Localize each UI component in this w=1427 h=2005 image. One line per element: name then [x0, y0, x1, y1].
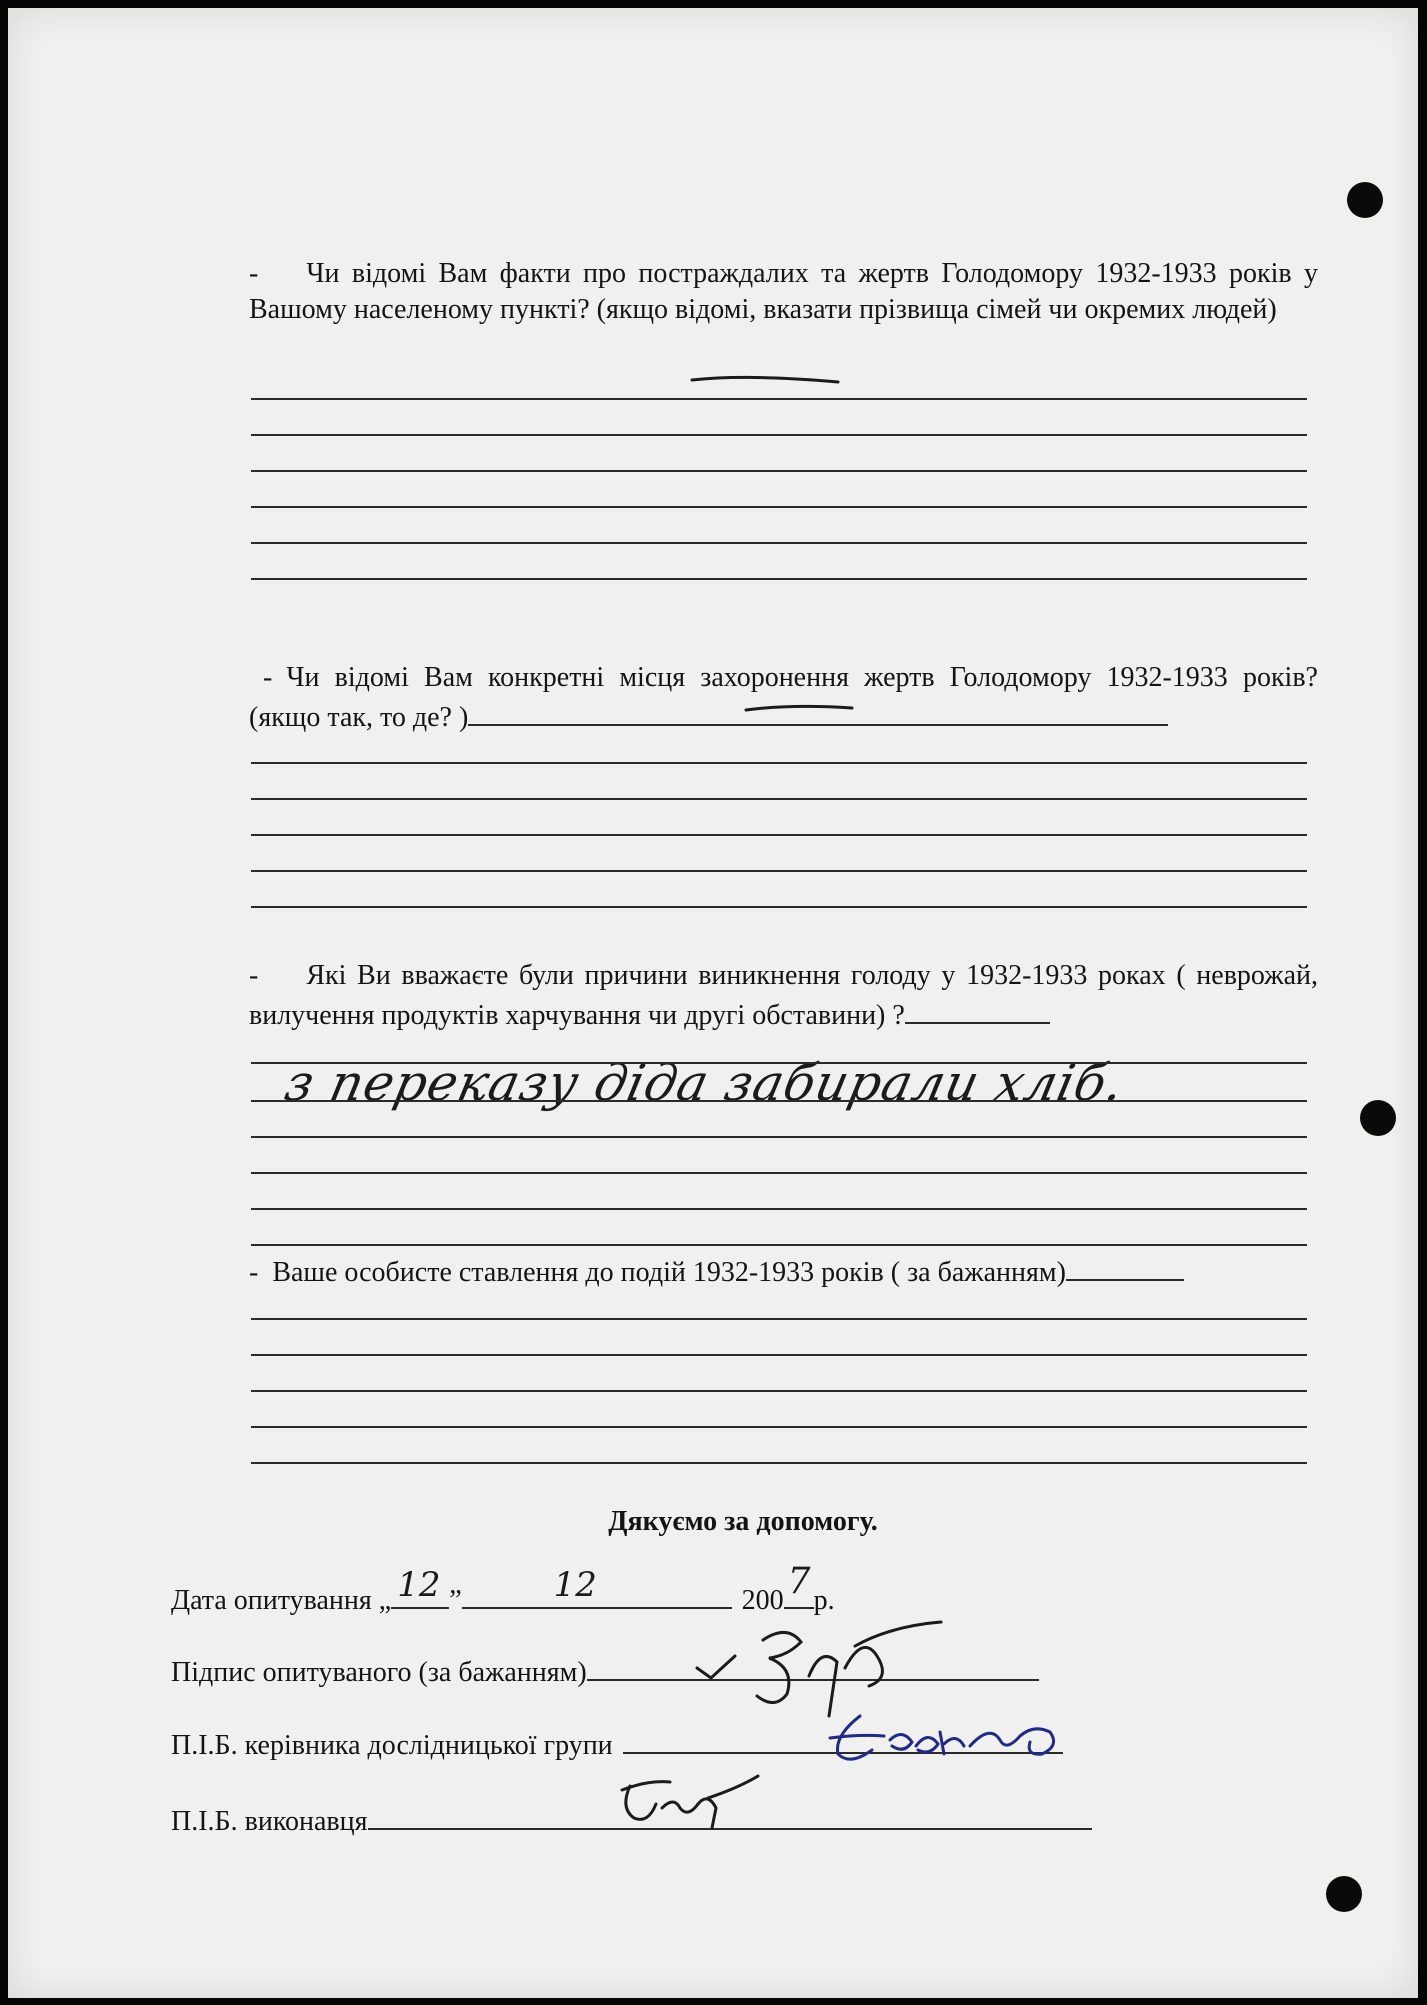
survey-year-suffix: р.: [813, 1585, 835, 1616]
answer-3-line-1[interactable]: [251, 1062, 1307, 1064]
answer-2-line-1[interactable]: [251, 762, 1307, 764]
answer-3-line-5[interactable]: [251, 1208, 1307, 1210]
answer-1-line-2[interactable]: [251, 434, 1307, 436]
question-1: [249, 256, 1318, 328]
question-4: [249, 1251, 1318, 1291]
answer-4-line-5[interactable]: [251, 1462, 1307, 1464]
answer-4-line-1[interactable]: [251, 1318, 1307, 1320]
answer-4-line-3[interactable]: [251, 1390, 1307, 1392]
question-3: [249, 958, 1318, 1034]
answer-2-line-5[interactable]: [251, 906, 1307, 908]
question-2: [249, 660, 1318, 736]
answer-2-line-4[interactable]: [251, 870, 1307, 872]
respondent-signature-label: Підпис опитуваного (за бажанням): [171, 1657, 587, 1688]
question-4-text: Ваше особисте ставлення до подій 1932-1933 років ( за бажанням): [272, 1257, 1066, 1288]
survey-date-row: [171, 1561, 835, 1617]
question-2-text: Чи відомі Вам конкретні місця захоронення жертв Голодомору 1932-1933 років? (якщо так, то де? ): [249, 662, 1318, 733]
question-3-dash: -: [249, 960, 259, 991]
survey-date-month-field[interactable]: [462, 1565, 732, 1609]
group-head-label: П.І.Б. керівника дослідницької групи: [171, 1730, 613, 1761]
survey-year-field[interactable]: [784, 1561, 814, 1609]
answer-3-line-4[interactable]: [251, 1172, 1307, 1174]
answer-3-handwritten: з переказу діда забирали хліб.: [279, 1054, 1130, 1112]
answer-1-line-4[interactable]: [251, 506, 1307, 508]
survey-date-close-quote: ”: [449, 1585, 462, 1616]
answer-1-line-3[interactable]: [251, 470, 1307, 472]
survey-year-digit: 7: [787, 1561, 811, 1602]
question-3-text: Які Ви вважаєте були причини виникнення голоду у 1932-1933 роках ( неврожай, вилучення продуктів харчування чи другі обставини) ?: [249, 960, 1318, 1031]
answer-4-line-4[interactable]: [251, 1426, 1307, 1428]
survey-date-day: 12: [397, 1565, 441, 1605]
punch-hole-bottom: [1326, 1876, 1362, 1912]
question-1-dash: -: [249, 258, 259, 289]
survey-year-prefix: 200: [741, 1585, 784, 1616]
executor-signature: [608, 1768, 768, 1838]
answer-1-line-6[interactable]: [251, 578, 1307, 580]
answer-1-line-1[interactable]: [251, 398, 1307, 400]
answer-2-line-2[interactable]: [251, 798, 1307, 800]
question-4-dash: -: [249, 1257, 259, 1288]
group-head-signature: [820, 1706, 1080, 1766]
answer-4-line-2[interactable]: [251, 1354, 1307, 1356]
punch-hole-middle: [1360, 1100, 1396, 1136]
executor-label: П.І.Б. виконавця: [171, 1806, 368, 1837]
answer-3-line-6[interactable]: [251, 1244, 1307, 1246]
questionnaire-page: [8, 8, 1418, 1998]
answer-1-dash-mark: [688, 370, 848, 388]
question-2-dash: -: [263, 662, 273, 693]
answer-2-line-3[interactable]: [251, 834, 1307, 836]
answer-1-line-5[interactable]: [251, 542, 1307, 544]
answer-3-line-3[interactable]: [251, 1136, 1307, 1138]
answer-3-line-2[interactable]: [251, 1100, 1307, 1102]
punch-hole-top: [1347, 182, 1383, 218]
survey-date-day-field[interactable]: [391, 1565, 449, 1609]
question-1-text: Чи відомі Вам факти про постраждалих та жертв Голодомору 1932-1933 років у Вашому населеному пункті? (якщо відомі, вказати прізвища сімей чи окремих людей): [249, 258, 1318, 325]
survey-date-label: Дата опитування „: [171, 1585, 392, 1616]
thanks-heading: Дякуємо за допомогу.: [608, 1506, 878, 1537]
survey-date-month: 12: [553, 1565, 597, 1605]
answer-2-dash-mark: [742, 700, 862, 716]
